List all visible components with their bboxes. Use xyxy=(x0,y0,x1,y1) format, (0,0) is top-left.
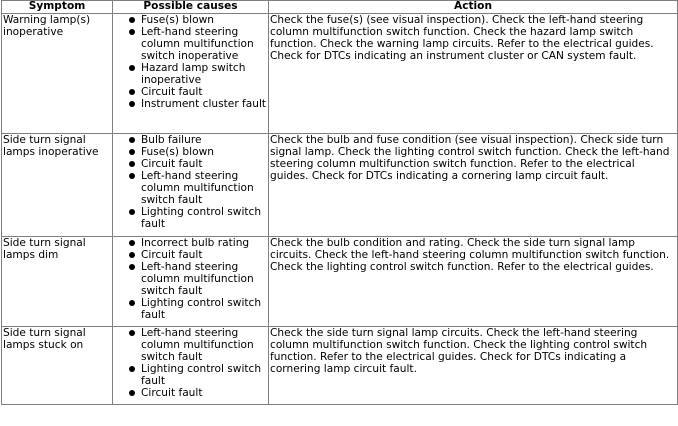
header-symptom: Symptom xyxy=(2,1,113,14)
bullet-icon xyxy=(129,300,135,306)
causes-cell xyxy=(113,237,269,327)
bullet-icon xyxy=(129,366,135,372)
table-row xyxy=(2,14,678,134)
bullet-icon xyxy=(129,89,135,95)
causes-cell xyxy=(113,327,269,405)
cause-text: Fuse(s) blown xyxy=(141,146,214,158)
symptom-cell: Warning lamp(s) inoperative xyxy=(2,14,113,134)
cause-item xyxy=(114,170,267,206)
cause-text: Left-hand steering column multifunction switch fault xyxy=(141,327,254,363)
cause-item xyxy=(114,86,267,98)
action-cell: Check the bulb condition and rating. Check the side turn signal lamp circuits. Check the left-hand steering column multifunction switch function. Check the lighting control switch function. Refer to the electrical guides. xyxy=(269,237,678,327)
symptom-cell: Side turn signal lamps dim xyxy=(2,237,113,327)
cause-item xyxy=(114,297,267,321)
header-action: Action xyxy=(269,1,678,14)
cause-text: Lighting control switch fault xyxy=(141,363,262,387)
cause-item xyxy=(114,134,267,146)
action-cell: Check the side turn signal lamp circuits. Check the left-hand steering column multifunction switch function. Check the lighting control switch function. Refer to the electrical guides. Check for DTCs indicating a cornering lamp circuit fault. xyxy=(269,327,678,405)
header-possible-causes: Possible causes xyxy=(113,1,269,14)
cause-text: Bulb failure xyxy=(141,134,202,146)
cause-item xyxy=(114,237,267,249)
cause-text: Left-hand steering column multifunction switch inoperative xyxy=(141,26,254,62)
causes-list xyxy=(114,14,267,110)
table-row xyxy=(2,237,678,327)
cause-text: Instrument cluster fault xyxy=(141,98,267,110)
cause-item xyxy=(114,62,267,86)
header-row xyxy=(2,1,678,14)
cause-item xyxy=(114,146,267,158)
cause-text: Left-hand steering column multifunction switch fault xyxy=(141,170,254,206)
diagnosis-table xyxy=(1,0,678,405)
cause-item xyxy=(114,14,267,26)
bullet-icon xyxy=(129,330,135,336)
cause-text: Left-hand steering column multifunction switch fault xyxy=(141,261,254,297)
bullet-icon xyxy=(129,209,135,215)
cause-item xyxy=(114,261,267,297)
causes-cell xyxy=(113,14,269,134)
symptom-cell: Side turn signal lamps inoperative xyxy=(2,134,113,237)
bullet-icon xyxy=(129,161,135,167)
cause-item xyxy=(114,363,267,387)
action-cell: Check the bulb and fuse condition (see visual inspection). Check side turn signal lamp. Check the lighting control switch function. Check the left-hand steering column multifunction switch function. Refer to the electrical guides. Check for DTCs indicating a cornering lamp circuit fault. xyxy=(269,134,678,237)
cause-text: Circuit fault xyxy=(141,158,203,170)
bullet-icon xyxy=(129,149,135,155)
cause-text: Lighting control switch fault xyxy=(141,206,262,230)
action-cell: Check the fuse(s) (see visual inspection). Check the left-hand steering column multifunction switch function. Check the hazard lamp switch function. Check the warning lamp circuits. Refer to the electrical guides. Check for DTCs indicating an instrument cluster or CAN system fault. xyxy=(269,14,678,134)
bullet-icon xyxy=(129,390,135,396)
bullet-icon xyxy=(129,252,135,258)
table-row xyxy=(2,327,678,405)
causes-list xyxy=(114,237,267,321)
cause-text: Incorrect bulb rating xyxy=(141,237,250,249)
bullet-icon xyxy=(129,29,135,35)
bullet-icon xyxy=(129,65,135,71)
bullet-icon xyxy=(129,173,135,179)
bullet-icon xyxy=(129,17,135,23)
cause-text: Fuse(s) blown xyxy=(141,14,214,26)
cause-text: Circuit fault xyxy=(141,249,203,261)
cause-item xyxy=(114,98,267,110)
bullet-icon xyxy=(129,240,135,246)
bullet-icon xyxy=(129,264,135,270)
cause-item xyxy=(114,26,267,62)
cause-text: Lighting control switch fault xyxy=(141,297,262,321)
symptom-cell: Side turn signal lamps stuck on xyxy=(2,327,113,405)
cause-text: Hazard lamp switch inoperative xyxy=(141,62,246,86)
cause-item xyxy=(114,158,267,170)
causes-cell xyxy=(113,134,269,237)
bullet-icon xyxy=(129,137,135,143)
table-row xyxy=(2,134,678,237)
causes-list xyxy=(114,134,267,230)
cause-item xyxy=(114,387,267,399)
cause-text: Circuit fault xyxy=(141,387,203,399)
cause-item xyxy=(114,327,267,363)
cause-item xyxy=(114,249,267,261)
cause-item xyxy=(114,206,267,230)
causes-list xyxy=(114,327,267,399)
cause-text: Circuit fault xyxy=(141,86,203,98)
bullet-icon xyxy=(129,101,135,107)
